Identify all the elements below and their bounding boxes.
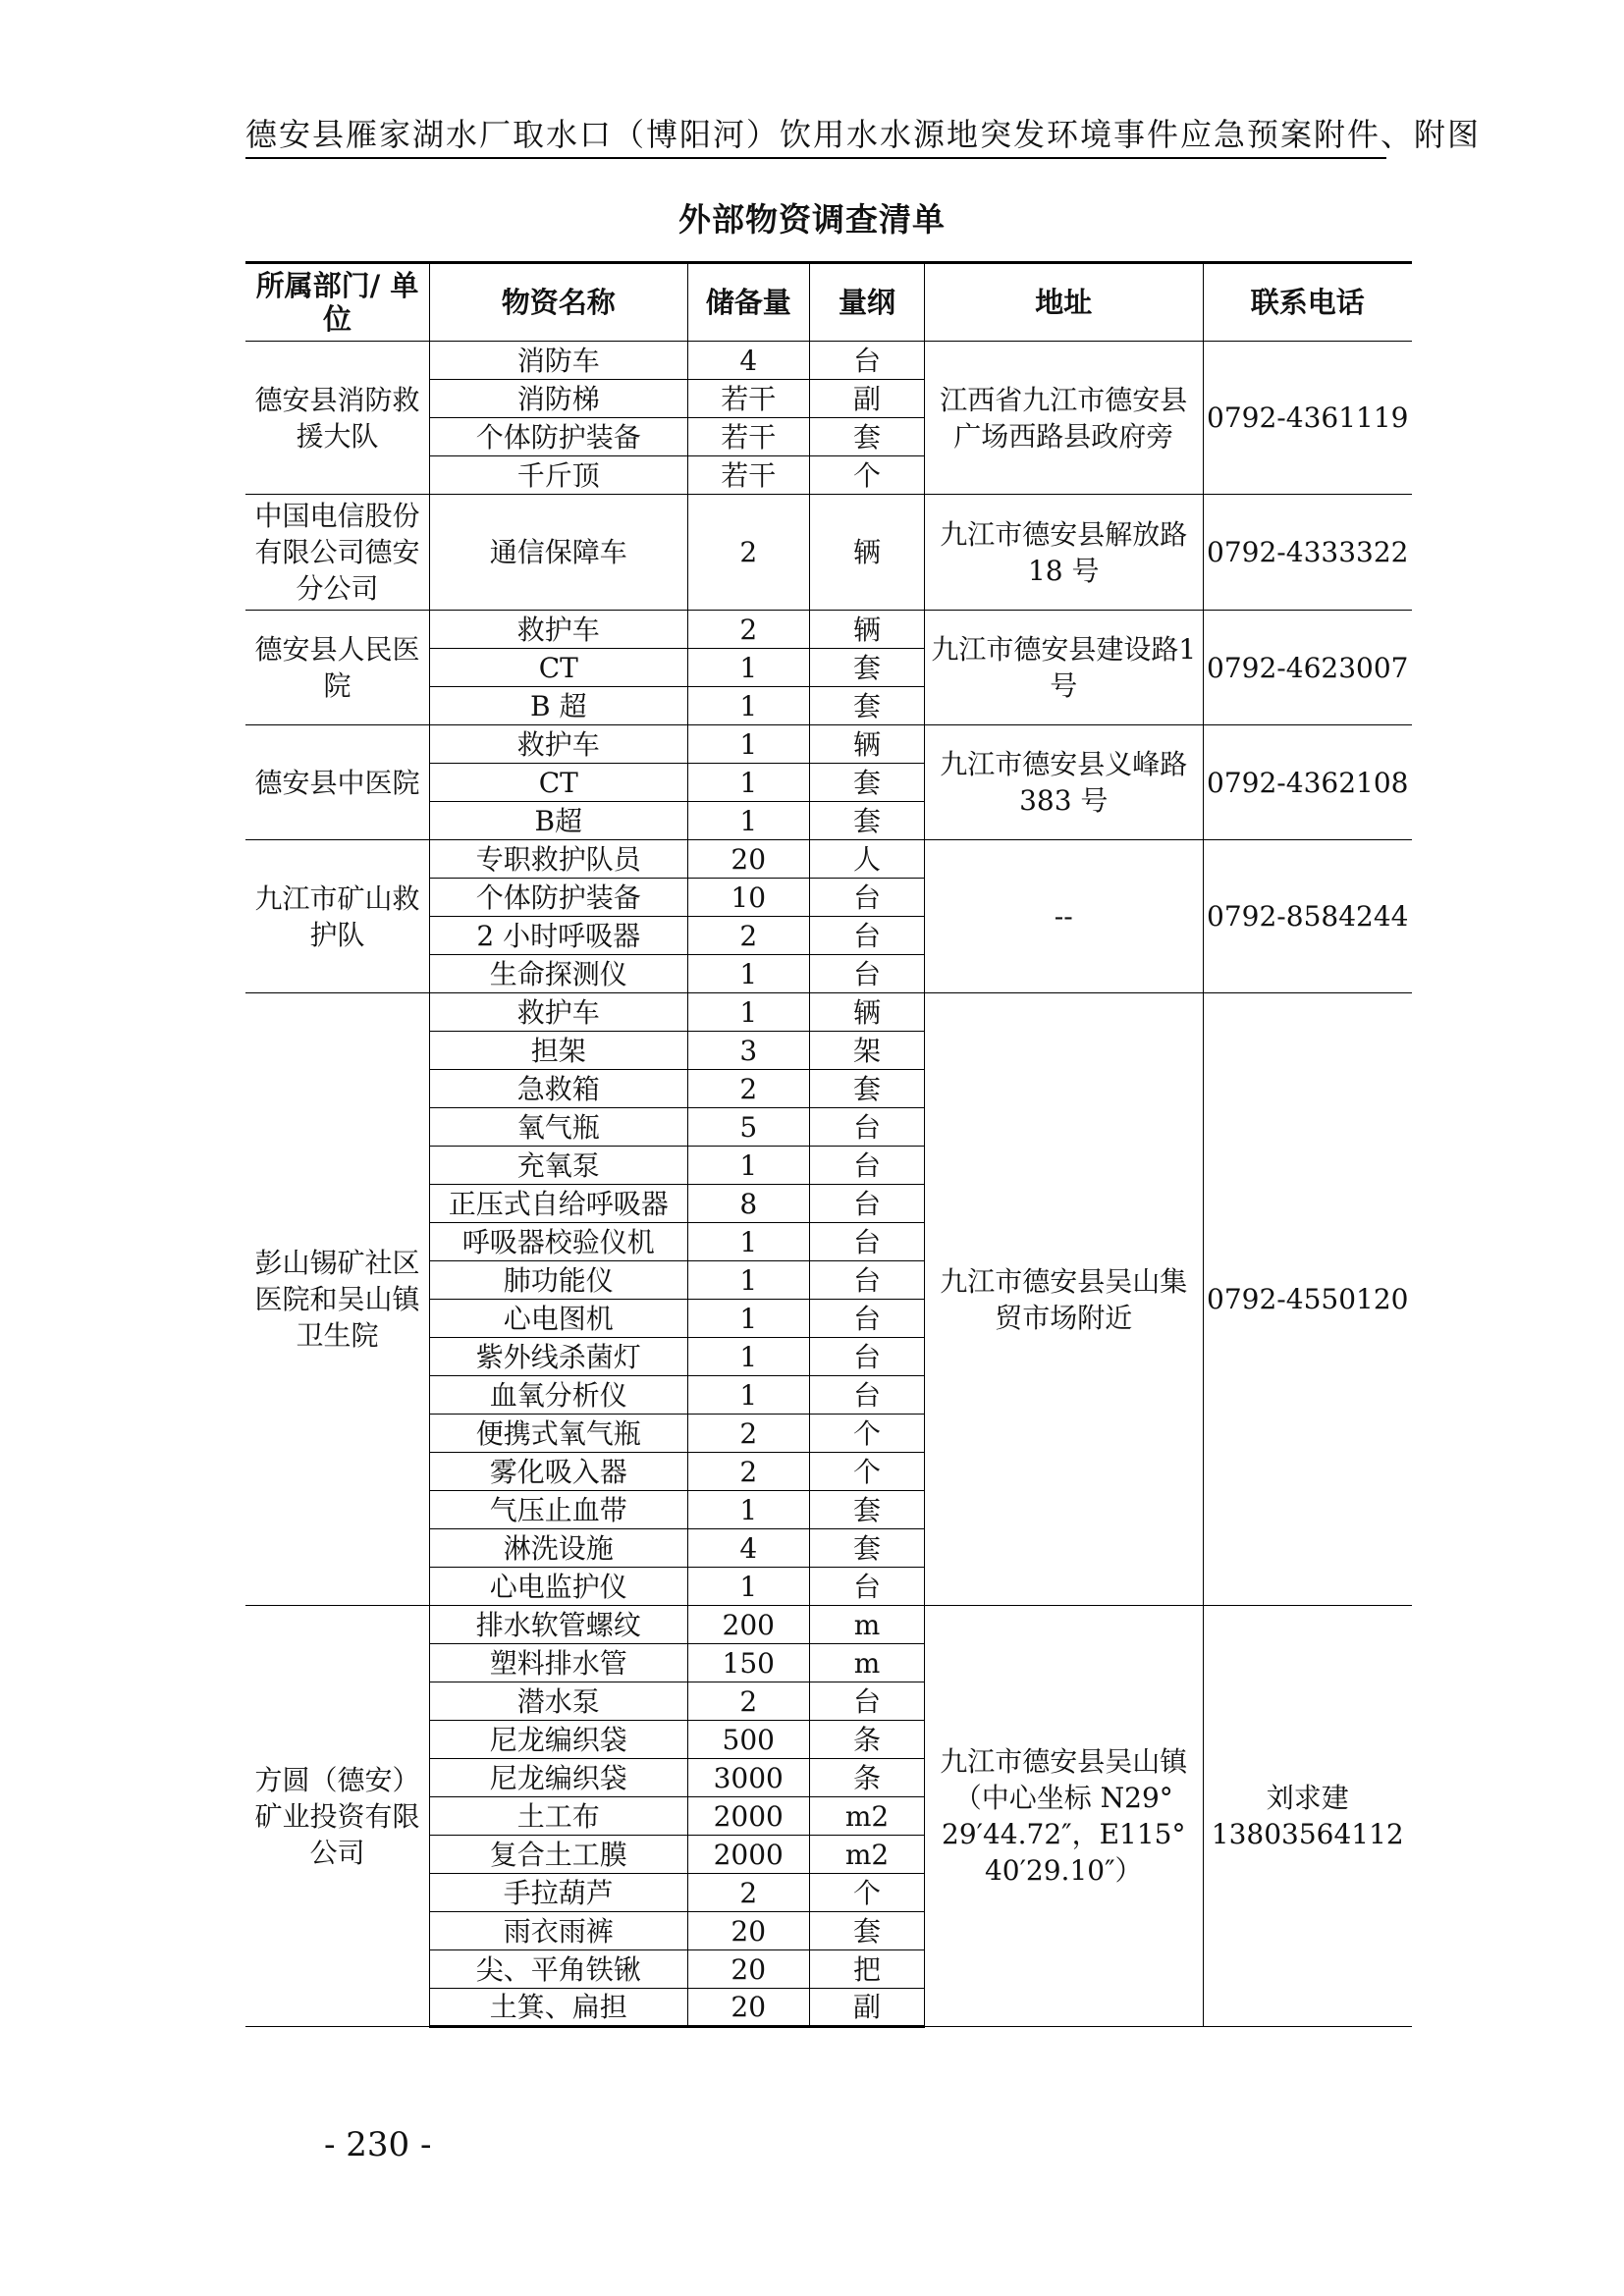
table-row	[245, 993, 1412, 1032]
phone-cell: 0792-8584244	[1203, 840, 1412, 993]
item-unit: m	[810, 1606, 925, 1644]
item-qty: 2	[687, 1453, 810, 1491]
item-name: 塑料排水管	[430, 1644, 688, 1682]
item-name: 土工布	[430, 1797, 688, 1836]
phone-cell: 0792-4550120	[1203, 993, 1412, 1606]
item-qty: 1	[687, 993, 810, 1032]
item-name: 急救箱	[430, 1070, 688, 1108]
item-qty: 1	[687, 1147, 810, 1185]
item-unit: 台	[810, 879, 925, 917]
item-qty: 200	[687, 1606, 810, 1644]
item-unit: 台	[810, 1147, 925, 1185]
item-unit: 台	[810, 1300, 925, 1338]
item-unit: 辆	[810, 495, 925, 611]
item-name: 土箕、扁担	[430, 1989, 688, 2027]
item-unit: 套	[810, 764, 925, 802]
item-qty: 4	[687, 342, 810, 380]
item-qty: 2	[687, 1070, 810, 1108]
item-name: CT	[430, 764, 688, 802]
item-unit: 条	[810, 1721, 925, 1759]
item-unit: 个	[810, 1874, 925, 1912]
item-qty: 若干	[687, 380, 810, 418]
item-unit: 套	[810, 802, 925, 840]
item-unit: 人	[810, 840, 925, 879]
item-name: 呼吸器校验仪机	[430, 1223, 688, 1261]
item-qty: 2	[687, 1415, 810, 1453]
item-unit: 辆	[810, 611, 925, 649]
item-qty: 1	[687, 1261, 810, 1300]
org-cell: 彭山锡矿社区医院和吴山镇卫生院	[245, 993, 430, 1606]
item-unit: m2	[810, 1797, 925, 1836]
item-name: 便携式氧气瓶	[430, 1415, 688, 1453]
item-name: 氧气瓶	[430, 1108, 688, 1147]
item-name: 消防车	[430, 342, 688, 380]
table-header-row	[245, 263, 1412, 342]
item-qty: 10	[687, 879, 810, 917]
item-name: B超	[430, 802, 688, 840]
item-unit: 套	[810, 687, 925, 725]
org-cell: 德安县中医院	[245, 725, 430, 840]
item-qty: 2000	[687, 1836, 810, 1874]
item-name: 紫外线杀菌灯	[430, 1338, 688, 1376]
item-name: 气压止血带	[430, 1491, 688, 1529]
item-name: 肺功能仪	[430, 1261, 688, 1300]
item-unit: 台	[810, 1261, 925, 1300]
item-name: 心电图机	[430, 1300, 688, 1338]
item-qty: 1	[687, 802, 810, 840]
item-unit: 台	[810, 1108, 925, 1147]
item-name: 手拉葫芦	[430, 1874, 688, 1912]
item-qty: 4	[687, 1529, 810, 1568]
running-header: 德安县雁家湖水厂取水口（博阳河）饮用水水源地突发环境事件应急预案附件、附图	[245, 116, 1482, 153]
item-unit: 辆	[810, 725, 925, 764]
item-qty: 若干	[687, 418, 810, 456]
item-name: 雾化吸入器	[430, 1453, 688, 1491]
item-unit: 台	[810, 1682, 925, 1721]
item-name: 潜水泵	[430, 1682, 688, 1721]
item-qty: 2	[687, 1874, 810, 1912]
item-unit: 套	[810, 1491, 925, 1529]
item-unit: 套	[810, 649, 925, 687]
item-unit: 个	[810, 1415, 925, 1453]
address-cell: 九江市德安县吴山镇（中心坐标 N29° 29′44.72″，E115° 40′29.10″）	[925, 1606, 1204, 2027]
item-qty: 1	[687, 764, 810, 802]
item-name: 尼龙编织袋	[430, 1721, 688, 1759]
item-unit: 个	[810, 456, 925, 495]
org-cell: 中国电信股份有限公司德安分公司	[245, 495, 430, 611]
item-name: 正压式自给呼吸器	[430, 1185, 688, 1223]
item-unit: 套	[810, 1529, 925, 1568]
header-rule	[245, 157, 1386, 159]
item-name: CT	[430, 649, 688, 687]
document-title: 外部物资调查清单	[678, 200, 946, 239]
table-row	[245, 611, 1412, 649]
item-qty: 2000	[687, 1797, 810, 1836]
supplies-table	[245, 261, 1412, 2028]
item-unit: m	[810, 1644, 925, 1682]
col-header-unit: 量纲	[810, 263, 925, 342]
item-name: 心电监护仪	[430, 1568, 688, 1606]
item-name: 千斤顶	[430, 456, 688, 495]
table-row	[245, 495, 1412, 611]
item-unit: 套	[810, 1070, 925, 1108]
item-qty: 20	[687, 1912, 810, 1950]
item-qty: 20	[687, 1989, 810, 2027]
address-cell: 九江市德安县吴山集贸市场附近	[925, 993, 1204, 1606]
item-qty: 2	[687, 611, 810, 649]
item-qty: 若干	[687, 456, 810, 495]
item-name: 个体防护装备	[430, 418, 688, 456]
item-unit: 台	[810, 1223, 925, 1261]
address-cell: --	[925, 840, 1204, 993]
item-name: 血氧分析仪	[430, 1376, 688, 1415]
item-qty: 1	[687, 1300, 810, 1338]
col-header-address: 地址	[925, 263, 1204, 342]
item-qty: 1	[687, 1376, 810, 1415]
item-name: 排水软管螺纹	[430, 1606, 688, 1644]
table-row	[245, 342, 1412, 380]
item-name: 专职救护队员	[430, 840, 688, 879]
item-qty: 1	[687, 955, 810, 993]
item-unit: 副	[810, 1989, 925, 2027]
item-qty: 1	[687, 649, 810, 687]
item-name: 尼龙编织袋	[430, 1759, 688, 1797]
item-name: 充氧泵	[430, 1147, 688, 1185]
item-qty: 150	[687, 1644, 810, 1682]
org-cell: 德安县消防救援大队	[245, 342, 430, 495]
item-qty: 1	[687, 725, 810, 764]
item-unit: 副	[810, 380, 925, 418]
item-name: 担架	[430, 1032, 688, 1070]
item-name: 尖、平角铁锹	[430, 1950, 688, 1989]
phone-cell: 0792-4362108	[1203, 725, 1412, 840]
table-row	[245, 1606, 1412, 1644]
item-unit: 台	[810, 1338, 925, 1376]
col-header-phone: 联系电话	[1203, 263, 1412, 342]
item-unit: 个	[810, 1453, 925, 1491]
item-name: 复合土工膜	[430, 1836, 688, 1874]
col-header-item: 物资名称	[430, 263, 688, 342]
org-cell: 德安县人民医院	[245, 611, 430, 725]
item-unit: 辆	[810, 993, 925, 1032]
phone-cell: 0792-4623007	[1203, 611, 1412, 725]
item-qty: 2	[687, 917, 810, 955]
item-name: 消防梯	[430, 380, 688, 418]
org-cell: 方圆（德安）矿业投资有限公司	[245, 1606, 430, 2027]
item-qty: 1	[687, 1491, 810, 1529]
table-row	[245, 725, 1412, 764]
item-qty: 8	[687, 1185, 810, 1223]
item-unit: 台	[810, 342, 925, 380]
item-qty: 3	[687, 1032, 810, 1070]
item-qty: 1	[687, 1338, 810, 1376]
item-unit: 台	[810, 1185, 925, 1223]
item-name: 救护车	[430, 725, 688, 764]
item-name: 生命探测仪	[430, 955, 688, 993]
col-header-org: 所属部门/ 单位	[245, 263, 430, 342]
item-qty: 2	[687, 1682, 810, 1721]
item-unit: 台	[810, 1376, 925, 1415]
phone-cell: 刘求建 13803564112	[1203, 1606, 1412, 2027]
item-name: 救护车	[430, 993, 688, 1032]
item-qty: 500	[687, 1721, 810, 1759]
item-name: 救护车	[430, 611, 688, 649]
col-header-qty: 储备量	[687, 263, 810, 342]
item-qty: 20	[687, 840, 810, 879]
item-name: B 超	[430, 687, 688, 725]
item-name: 雨衣雨裤	[430, 1912, 688, 1950]
item-qty: 1	[687, 687, 810, 725]
item-qty: 1	[687, 1568, 810, 1606]
item-qty: 5	[687, 1108, 810, 1147]
item-name: 个体防护装备	[430, 879, 688, 917]
address-cell: 九江市德安县义峰路383 号	[925, 725, 1204, 840]
item-qty: 3000	[687, 1759, 810, 1797]
item-unit: 台	[810, 917, 925, 955]
org-cell: 九江市矿山救护队	[245, 840, 430, 993]
address-cell: 九江市德安县建设路1 号	[925, 611, 1204, 725]
table-row	[245, 840, 1412, 879]
page-number: - 230 -	[324, 2125, 432, 2164]
item-unit: 条	[810, 1759, 925, 1797]
item-name: 通信保障车	[430, 495, 688, 611]
item-unit: 把	[810, 1950, 925, 1989]
item-unit: 套	[810, 1912, 925, 1950]
item-unit: 台	[810, 955, 925, 993]
address-cell: 九江市德安县解放路18 号	[925, 495, 1204, 611]
item-name: 淋洗设施	[430, 1529, 688, 1568]
item-name: 2 小时呼吸器	[430, 917, 688, 955]
phone-cell: 0792-4333322	[1203, 495, 1412, 611]
item-unit: 套	[810, 418, 925, 456]
item-unit: 台	[810, 1568, 925, 1606]
item-qty: 2	[687, 495, 810, 611]
item-qty: 20	[687, 1950, 810, 1989]
phone-cell: 0792-4361119	[1203, 342, 1412, 495]
item-unit: m2	[810, 1836, 925, 1874]
address-cell: 江西省九江市德安县广场西路县政府旁	[925, 342, 1204, 495]
item-unit: 架	[810, 1032, 925, 1070]
item-qty: 1	[687, 1223, 810, 1261]
